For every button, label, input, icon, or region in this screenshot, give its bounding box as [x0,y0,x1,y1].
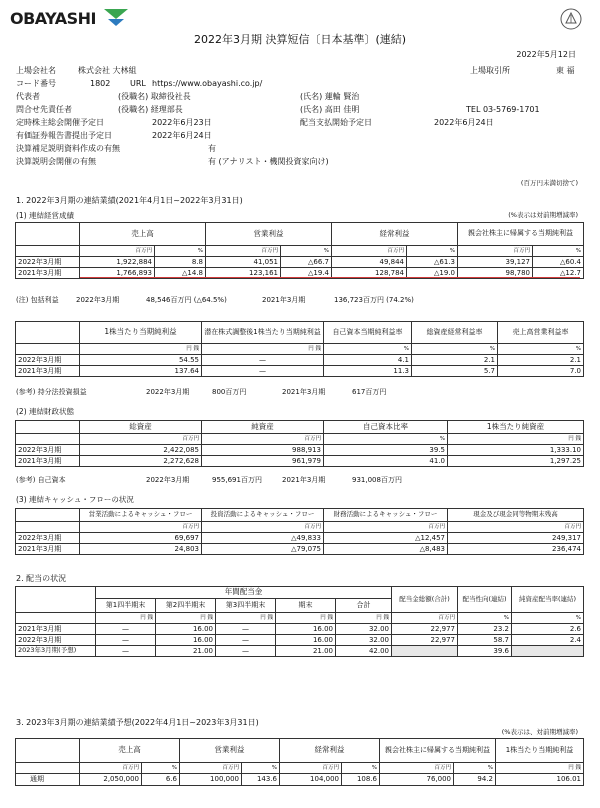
value-cell: 58.7 [458,635,512,646]
value-cell: 69,697 [80,533,202,544]
value-cell: 2.1 [498,355,584,366]
unit-cell: % [324,344,412,355]
unit-cell: % [281,246,332,257]
value-cell: 106.01 [496,774,584,786]
document-title: 2022年3月期 決算短信〔日本基準〕(連結) [193,33,407,46]
value-cell: — [96,646,156,657]
col-forecast-net-income: 親会社株主に帰属する当期純利益 [380,739,496,763]
value-cell: △49,833 [202,533,324,544]
own-capital-note: (参考) 自己資本 [16,476,66,484]
label-cell [16,763,80,774]
unit-cell: 百万円 [332,246,407,257]
unit-cell: 円 銭 [80,344,202,355]
unit-cell: % [498,344,584,355]
col-q2: 第2四半期末 [156,599,216,613]
section3-title: 3. 2023年3月期の連結業績予想(2022年4月1日~2023年3月31日) [16,718,259,727]
forecast-table [15,738,584,786]
value-cell: 32.00 [336,635,392,646]
value-cell: — [202,355,324,366]
contact-title: (役職名) 経理部長 [118,105,183,114]
section1-sub2: (2) 連結財政状態 [16,407,75,416]
unit-cell: % [533,246,584,257]
col-doe: 純資産配当率(連結) [512,587,584,613]
col-q3: 第3四半期末 [216,599,276,613]
unit-cell: 百万円 [280,763,342,774]
brief-value: 有 (アナリスト・機関投資家向け) [208,157,329,166]
value-cell: 104,000 [280,774,342,786]
value-cell: 236,474 [448,544,584,555]
unit-cell: 円 銭 [216,613,276,624]
col-forecast-sales: 売上高 [80,739,180,763]
table-row [16,533,584,544]
cash-flow-table [15,508,584,555]
row-label: 2021年3月期 [16,624,96,635]
section1-sub3: (3) 連結キャッシュ・フローの状況 [16,495,134,504]
value-cell: 8.8 [155,257,206,268]
equity-method-note: (参考) 持分法投資損益 [16,388,87,396]
value-cell: 2.4 [512,635,584,646]
div-pay-label: 配当支払開始予定日 [300,118,372,127]
value-cell: 2,422,085 [80,445,202,456]
value-cell [512,646,584,657]
contact-label: 問合せ先責任者 [16,105,72,114]
value-cell: △66.7 [281,257,332,268]
row-label: 2021年3月期 [16,366,80,377]
report-label: 有価証券報告書提出予定日 [16,131,112,140]
unit-cell: 百万円 [448,522,584,533]
col-ordinary-income: 経常利益 [332,223,458,246]
value-cell: 22,977 [392,635,458,646]
unit-cell: % [458,613,512,624]
comp-income-2021-value: 136,723百万円 (74.2%) [334,296,414,304]
unit-cell: % [342,763,380,774]
red-underline [80,277,580,278]
value-cell: 42.00 [336,646,392,657]
value-cell: 54.55 [80,355,202,366]
unit-cell: 円 銭 [448,434,584,445]
unit-cell: % [407,246,458,257]
table-row [16,257,584,268]
exchange-label: 上場取引所 [470,66,510,75]
value-cell: 11.3 [324,366,412,377]
equity-method-2021-label: 2021年3月期 [282,388,326,396]
unit-cell: % [155,246,206,257]
unit-cell: 百万円 [202,522,324,533]
value-cell: 249,317 [448,533,584,544]
value-cell: 5.7 [412,366,498,377]
unit-cell: % [454,763,496,774]
per-share-table [15,321,584,377]
value-cell: 988,913 [202,445,324,456]
value-cell: 143.6 [242,774,280,786]
value-cell: — [216,624,276,635]
value-cell: 39,127 [458,257,533,268]
col-roa: 総資産経常利益率 [412,322,498,344]
value-cell: 123,161 [206,268,281,279]
col-sales: 売上高 [80,223,206,246]
value-cell: 16.00 [276,635,336,646]
col-bps: 1株当たり純資産 [448,421,584,434]
col-year-end: 期末 [276,599,336,613]
value-cell: △12,457 [324,533,448,544]
table-row [16,635,584,646]
unit-cell: 百万円 [380,763,454,774]
own-capital-2021-label: 2021年3月期 [282,476,326,484]
value-cell: 1,333.10 [448,445,584,456]
row-label: 2022年3月期 [16,355,80,366]
label-cell [16,613,96,624]
unit-cell: 円 銭 [336,613,392,624]
contact-name: (氏名) 高田 佳明 [300,105,360,114]
value-cell: — [202,366,324,377]
financial-position-table [15,420,584,467]
value-cell: 16.00 [276,624,336,635]
unit-cell: % [324,434,448,445]
company-logo-text: OBAYASHI [10,9,96,28]
value-cell: 100,000 [180,774,242,786]
value-cell: △14.8 [155,268,206,279]
row-label: 2022年3月期 [16,533,80,544]
col-eps: 1株当たり当期純利益 [80,322,202,344]
value-cell: 23.2 [458,624,512,635]
label-cell [16,344,80,355]
row-label: 通期 [16,774,80,786]
col-investing-cf: 投資活動によるキャッシュ・フロー [202,509,324,522]
unit-cell: 百万円 [80,522,202,533]
unit-cell: 百万円 [324,522,448,533]
col-diluted-eps: 潜在株式調整後1株当たり当期純利益 [202,322,324,344]
table-row [16,445,584,456]
forecast-pct-note: (%表示は、対前期増減率) [501,728,578,736]
fasf-seal-icon [560,8,582,30]
col-forecast-eps: 1株当たり当期純利益 [496,739,584,763]
table-row [16,456,584,467]
value-cell: 49,844 [332,257,407,268]
col-total-dividend: 配当金総額(合計) [392,587,458,613]
unit-cell: 百万円 [80,763,142,774]
unit-cell: 円 銭 [202,344,324,355]
dividend-table [15,586,584,657]
div-pay-date: 2022年6月24日 [434,118,494,127]
value-cell: 39.5 [324,445,448,456]
col-net-assets: 純資産 [202,421,324,434]
value-cell: 2,272,628 [80,456,202,467]
col-equity-ratio: 自己資本比率 [324,421,448,434]
agm-label: 定時株主総会開催予定日 [16,118,104,127]
supp-label: 決算補足説明資料作成の有無 [16,144,120,153]
section1-title: 1. 2022年3月期の連結業績(2021年4月1日~2022年3月31日) [16,196,243,205]
value-cell: 94.2 [454,774,496,786]
code-label: コード番号 [16,79,56,88]
equity-method-2022-label: 2022年3月期 [146,388,190,396]
row-label: 2021年3月期 [16,456,80,467]
value-cell: — [216,635,276,646]
value-cell: 16.00 [156,624,216,635]
row-label: 2021年3月期 [16,544,80,555]
value-cell: 24,803 [80,544,202,555]
unit-cell: % [242,763,280,774]
unit-cell: 円 銭 [96,613,156,624]
value-cell: △12.7 [533,268,584,279]
value-cell: 16.00 [156,635,216,646]
value-cell: 137.64 [80,366,202,377]
col-total-assets: 総資産 [80,421,202,434]
unit-cell: % [412,344,498,355]
listed-name: 株式会社 大林組 [78,66,137,75]
label-cell [16,246,80,257]
unit-cell: 円 銭 [156,613,216,624]
own-capital-2022-value: 955,691百万円 [212,476,262,484]
row-label: 2021年3月期 [16,268,80,279]
value-cell: 1,766,893 [80,268,155,279]
value-cell: 22,977 [392,624,458,635]
operating-results-table [15,222,584,279]
table-row [16,774,584,786]
equity-method-2021-value: 617百万円 [352,388,387,396]
col-payout-ratio: 配当性向(連結) [458,587,512,613]
col-operating-income: 営業利益 [206,223,332,246]
row-label: 2023年3月期(予想) [16,646,96,657]
value-cell: 39.6 [458,646,512,657]
exchange: 東 福 [556,66,575,75]
col-op-margin: 売上高営業利益率 [498,322,584,344]
code-value: 1802 [90,79,111,88]
unit-cell: 百万円 [80,434,202,445]
col-financing-cf: 財務活動によるキャッシュ・フロー [324,509,448,522]
own-capital-2022-label: 2022年3月期 [146,476,190,484]
col-q1: 第1四半期末 [96,599,156,613]
row-label: 2022年3月期 [16,635,96,646]
col-total: 合計 [336,599,392,613]
value-cell: — [96,624,156,635]
unit-cell: % [512,613,584,624]
value-cell: 128,784 [332,268,407,279]
value-cell: 7.0 [498,366,584,377]
unit-cell: 百万円 [202,434,324,445]
col-operating-cf: 営業活動によるキャッシュ・フロー [80,509,202,522]
rep-title: (役職名) 取締役社長 [118,92,191,101]
value-cell: △79,075 [202,544,324,555]
listed-name-label: 上場会社名 [16,66,56,75]
value-cell: 2.6 [512,624,584,635]
col-forecast-operating: 営業利益 [180,739,280,763]
unit-cell: 百万円 [458,246,533,257]
unit-cell: 百万円 [80,246,155,257]
own-capital-2021-value: 931,008百万円 [352,476,402,484]
value-cell: 98,780 [458,268,533,279]
col-cash-end: 現金及び現金同等物期末残高 [448,509,584,522]
unit-note: (百万円未満切捨て) [520,179,578,187]
col-roe: 自己資本当期純利益率 [324,322,412,344]
url-label: URL [130,79,146,88]
rep-name: (氏名) 蓮輪 賢治 [300,92,360,101]
col-annual-dividend: 年間配当金 [96,587,392,599]
value-cell: △61.3 [407,257,458,268]
unit-cell: 百万円 [180,763,242,774]
logo-mark-icon [104,7,128,27]
value-cell: 6.6 [142,774,180,786]
unit-cell: % [142,763,180,774]
brief-label: 決算説明会開催の有無 [16,157,96,166]
value-cell: 108.6 [342,774,380,786]
value-cell: 21.00 [276,646,336,657]
section2-title: 2. 配当の状況 [16,574,67,583]
agm-date: 2022年6月23日 [152,118,212,127]
equity-method-2022-value: 800百万円 [212,388,247,396]
value-cell: 1,297.25 [448,456,584,467]
value-cell: △19.4 [281,268,332,279]
value-cell: 961,979 [202,456,324,467]
table-row [16,544,584,555]
unit-cell: 百万円 [206,246,281,257]
unit-cell: 円 銭 [276,613,336,624]
tel: TEL 03-5769-1701 [466,105,540,114]
comp-income-2022-label: 2022年3月期 [76,296,120,304]
value-cell: 21.00 [156,646,216,657]
label-cell [16,522,80,533]
col-forecast-ordinary: 経常利益 [280,739,380,763]
supp-value: 有 [208,144,216,153]
value-cell: — [216,646,276,657]
comp-income-2022-value: 48,546百万円 (△64.5%) [146,296,227,304]
unit-cell: 円 銭 [496,763,584,774]
report-date-value: 2022年6月24日 [152,131,212,140]
value-cell: — [96,635,156,646]
value-cell: 32.00 [336,624,392,635]
value-cell: 2.1 [412,355,498,366]
table-row [16,355,584,366]
report-date: 2022年5月12日 [516,50,576,59]
value-cell: 1,922,884 [80,257,155,268]
value-cell: 41.0 [324,456,448,467]
col-net-income: 親会社株主に帰属する当期純利益 [458,223,584,246]
company-url-link[interactable]: https://www.obayashi.co.jp/ [152,79,263,88]
label-cell [16,434,80,445]
table-row [16,366,584,377]
value-cell: △60.4 [533,257,584,268]
value-cell: 2,050,000 [80,774,142,786]
table-row [16,646,584,657]
pct-note: (%表示は対前期増減率) [508,211,578,219]
table-row [16,624,584,635]
value-cell: 76,000 [380,774,454,786]
unit-cell: 百万円 [392,613,458,624]
rep-label: 代表者 [16,92,40,101]
comp-income-2021-label: 2021年3月期 [262,296,306,304]
value-cell: △19.0 [407,268,458,279]
value-cell: 4.1 [324,355,412,366]
comp-income-note: (注) 包括利益 [16,296,59,304]
row-label: 2022年3月期 [16,257,80,268]
section1-sub1: (1) 連結経営成績 [16,211,75,220]
row-label: 2022年3月期 [16,445,80,456]
value-cell: 41,051 [206,257,281,268]
value-cell [392,646,458,657]
value-cell: △8,483 [324,544,448,555]
